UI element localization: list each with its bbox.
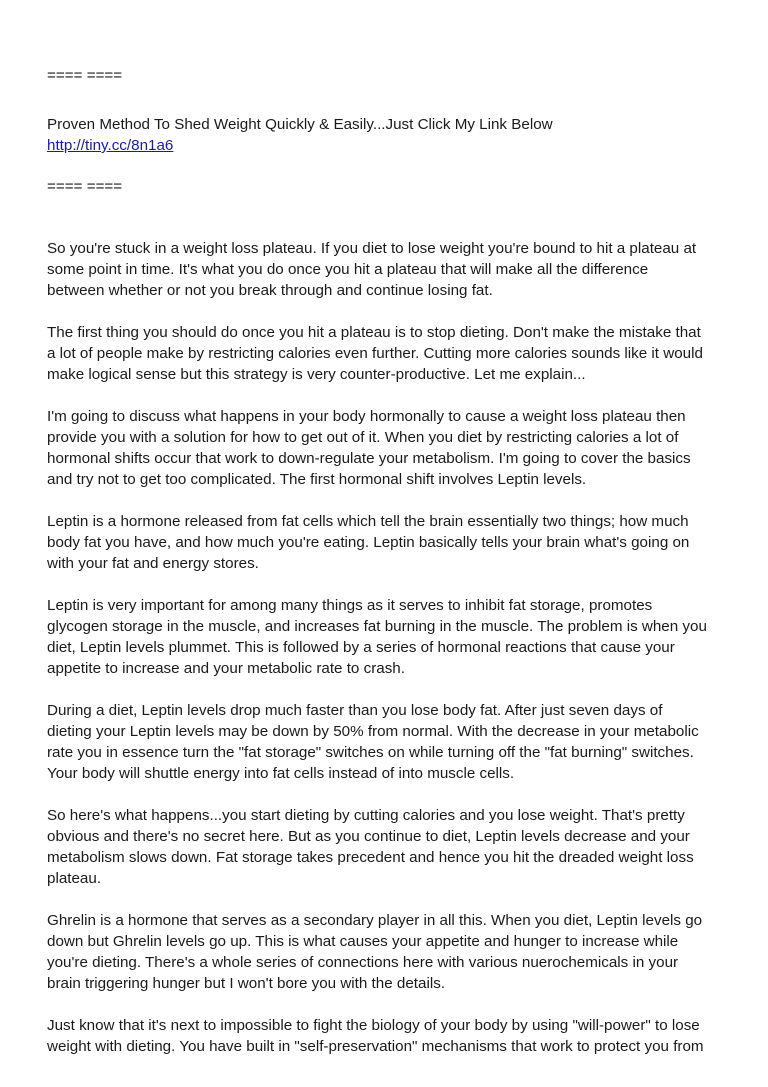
promo-text: Proven Method To Shed Weight Quickly & Easily...Just Click My Link Below <box>47 116 553 133</box>
text-line: and try not to get too complicated. The first hormonal shift involves Leptin levels. <box>47 471 587 488</box>
text-line: weight with dieting. You have built in "self-preservation" mechanisms that work to protect you from <box>47 1038 704 1055</box>
text-line: some point in time. It's what you do once you hit a plateau that will make all the difference <box>47 261 649 278</box>
paragraph <box>47 910 737 994</box>
paragraph <box>47 238 737 301</box>
text-line: you're dieting. There's a whole series of connections here with various nuerochemicals in your <box>47 954 679 971</box>
separator-bottom: ==== ==== <box>47 178 123 195</box>
text-line: diet, Leptin levels plummet. This is followed by a series of hormonal reactions that cause your <box>47 639 675 656</box>
article-body <box>47 238 737 1078</box>
text-line: Leptin is a hormone released from fat cells which tell the brain essentially two things; how much <box>47 513 689 530</box>
text-line: Your body will shuttle energy into fat cells instead of into muscle cells. <box>47 765 515 782</box>
text-line: So here's what happens...you start dieting by cutting calories and you lose weight. That's pretty <box>47 807 685 824</box>
text-line: obvious and there's no secret here. But as you continue to diet, Leptin levels decrease and your <box>47 828 690 845</box>
text-line: metabolism slows down. Fat storage takes precedent and hence you hit the dreaded weight loss <box>47 849 694 866</box>
text-line: provide you with a solution for how to get out of it. When you diet by restricting calories a lot of <box>47 429 679 446</box>
text-line: brain triggering hunger but I won't bore you with the details. <box>47 975 446 992</box>
text-line: I'm going to discuss what happens in your body hormonally to cause a weight loss plateau then <box>47 408 686 425</box>
text-line: Ghrelin is a hormone that serves as a secondary player in all this. When you diet, Leptin levels go <box>47 912 703 929</box>
text-line: rate you in essence turn the "fat storage" switches on while turning off the "fat burning" switches. <box>47 744 694 761</box>
promo-link[interactable]: http://tiny.cc/8n1a6 <box>47 137 174 154</box>
paragraph <box>47 1015 737 1057</box>
separator-top: ==== ==== <box>47 67 123 84</box>
text-line: make logical sense but this strategy is very counter-productive. Let me explain... <box>47 366 586 383</box>
paragraph <box>47 805 737 889</box>
text-line: Just know that it's next to impossible to fight the biology of your body by using "will-power" to lose <box>47 1017 700 1034</box>
text-line: During a diet, Leptin levels drop much faster than you lose body fat. After just seven days of <box>47 702 663 719</box>
paragraph <box>47 511 737 574</box>
text-line: glycogen storage in the muscle, and increases fat burning in the muscle. The problem is when you <box>47 618 707 635</box>
text-line: between whether or not you break through and continue losing fat. <box>47 282 493 299</box>
paragraph <box>47 595 737 679</box>
promo-block <box>47 114 553 156</box>
text-line: a lot of people make by restricting calories even further. Cutting more calories sounds like it would <box>47 345 703 362</box>
paragraph <box>47 406 737 490</box>
text-line: plateau. <box>47 870 102 887</box>
paragraph <box>47 322 737 385</box>
text-line: down but Ghrelin levels go up. This is what causes your appetite and hunger to increase while <box>47 933 679 950</box>
text-line: Leptin is very important for among many things as it serves to inhibit fat storage, promotes <box>47 597 653 614</box>
text-line: The first thing you should do once you hit a plateau is to stop dieting. Don't make the mistake that <box>47 324 701 341</box>
text-line: So you're stuck in a weight loss plateau. If you diet to lose weight you're bound to hit a plateau at <box>47 240 697 257</box>
paragraph <box>47 700 737 784</box>
text-line: appetite to increase and your metabolic rate to crash. <box>47 660 405 677</box>
text-line: with your fat and energy stores. <box>47 555 259 572</box>
text-line: hormonal shifts occur that work to down-regulate your metabolism. I'm going to cover the basics <box>47 450 691 467</box>
text-line: body fat you have, and how much you're eating. Leptin basically tells your brain what's going on <box>47 534 690 551</box>
text-line: dieting your Leptin levels may be down by 50% from normal. With the decrease in your metabolic <box>47 723 699 740</box>
